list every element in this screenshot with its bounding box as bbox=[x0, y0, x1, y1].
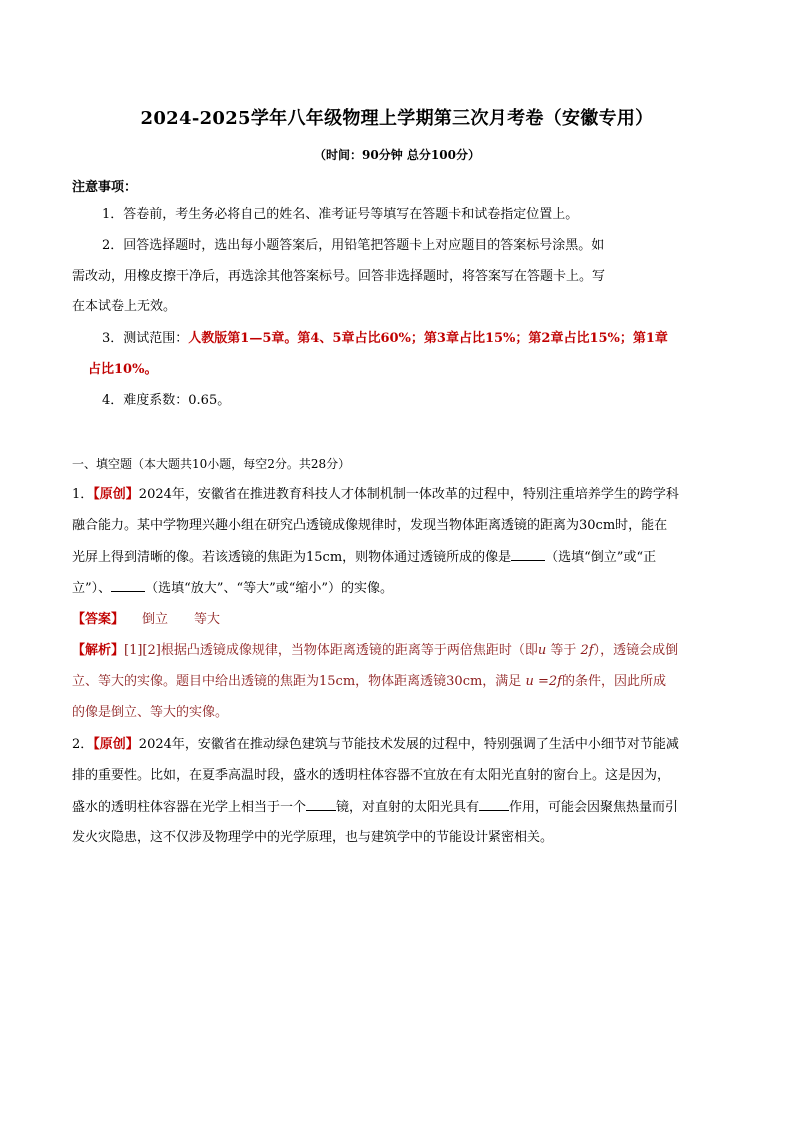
q1-text-3: 光屏上得到清晰的像。若该透镜的焦距为15cm，则物体通过透镜所成的像是 bbox=[72, 550, 512, 565]
notice-item-3-scope: 人教版第1—5章。第4、5章占比60%；第3章占比15%；第2章占比15%；第1章 bbox=[188, 331, 668, 346]
q1-line-3 bbox=[72, 548, 656, 567]
q1-blank-1 bbox=[511, 548, 545, 561]
q2-blank-2 bbox=[479, 798, 509, 811]
q2-text-3b: 镜，对直射的太阳光具有 bbox=[336, 800, 480, 815]
q2-line-1 bbox=[72, 736, 679, 754]
q1-answer-2: 等大 bbox=[194, 612, 221, 627]
q1-analysis-line-1 bbox=[72, 642, 678, 660]
q1-blank-2 bbox=[111, 579, 145, 592]
q1-analysis-label: 【解析】 bbox=[72, 643, 125, 658]
q2-number: 2． bbox=[72, 737, 94, 752]
q1-text-4b: （选填“放大”、“等大”或“缩小”）的实像。 bbox=[145, 581, 394, 596]
q2-text-3a: 盛水的透明柱体容器在光学上相当于一个 bbox=[72, 800, 307, 815]
notice-item-2-line-1: 2．回答选择题时，选出每小题答案后，用铅笔把答题卡上对应题目的答案标号涂黑。如 bbox=[102, 238, 605, 253]
notice-item-1: 1．答卷前，考生务必将自己的姓名、准考证号等填写在答题卡和试卷指定位置上。 bbox=[102, 207, 579, 222]
q1-line-4 bbox=[72, 579, 393, 598]
q1-answer-label: 【答案】 bbox=[72, 612, 125, 627]
q1-answer-line bbox=[72, 611, 220, 629]
q1-line-1 bbox=[72, 486, 679, 504]
section-1-heading: 一、填空题（本大题共10小题，每空2分。共28分） bbox=[72, 457, 351, 471]
q1-analysis-line-3: 的像是倒立、等大的实像。 bbox=[72, 705, 229, 720]
q1-analysis-text-4: 立、等大的实像。题目中给出透镜的焦距为15cm，物体距离透镜30cm，满足 bbox=[72, 674, 522, 689]
notice-item-3-line-2 bbox=[88, 361, 157, 379]
notice-item-4: 4．难度系数：0.65。 bbox=[102, 393, 231, 408]
notice-heading: 注意事项： bbox=[72, 180, 138, 195]
q1-answer-1: 倒立 bbox=[142, 612, 169, 627]
q1-analysis-text-5: 的条件，因此所成 bbox=[561, 674, 666, 689]
q1-analysis-text-2: 等于 bbox=[550, 643, 577, 658]
notice-item-3-line-1 bbox=[102, 330, 668, 348]
q2-tag: 【原创】 bbox=[93, 737, 139, 752]
q1-math-2f: 2f bbox=[580, 643, 594, 658]
q1-analysis-line-2 bbox=[72, 673, 666, 691]
q2-text-1: 2024年，安徽省在推动绿色建筑与节能技术发展的过程中，特别强调了生活中小细节对节能减 bbox=[138, 737, 679, 752]
q1-line-2: 融合能力。某中学物理兴趣小组在研究凸透镜成像规律时，发现当物体距离透镜的距离为30cm时，能在 bbox=[72, 518, 668, 533]
q2-line-3 bbox=[72, 798, 678, 817]
q1-math-u-2: u bbox=[525, 674, 534, 689]
q1-text-3b: （选填“倒立”或“正 bbox=[545, 550, 657, 565]
q1-number: 1． bbox=[72, 487, 94, 502]
q1-analysis-text-3: ），透镜会成倒 bbox=[593, 643, 679, 658]
exam-time-score: （时间：90分钟 总分100分） bbox=[314, 148, 480, 162]
notice-item-2-line-2: 需改动，用橡皮擦干净后，再选涂其他答案标号。回答非选择题时，将答案写在答题卡上。写 bbox=[72, 269, 606, 284]
q2-blank-1 bbox=[306, 798, 336, 811]
q2-line-4: 发火灾隐患，这不仅涉及物理学中的光学原理，也与建筑学中的节能设计紧密相关。 bbox=[72, 830, 554, 845]
q1-text-1: 2024年，安徽省在推进教育科技人才体制机制一体改革的过程中，特别注重培养学生的跨学科 bbox=[138, 487, 679, 502]
notice-item-2-line-3: 在本试卷上无效。 bbox=[72, 299, 177, 314]
q1-text-4a: 立”）、 bbox=[72, 581, 112, 596]
notice-item-3-scope-cont: 占比10%。 bbox=[88, 362, 158, 377]
q2-line-2: 排的重要性。比如，在夏季高温时段，盛水的透明柱体容器不宜放在有太阳光直射的窗台上。这是因为， bbox=[72, 768, 671, 783]
q1-math-u: u bbox=[537, 643, 547, 658]
q1-analysis-text-1: [1][2]根据凸透镜成像规律，当物体距离透镜的距离等于两倍焦距时（即 bbox=[124, 643, 538, 658]
q2-text-3c: 作用，可能会因聚焦热量而引 bbox=[509, 800, 679, 815]
notice-item-3-prefix: 3．测试范围： bbox=[102, 331, 189, 346]
q1-math-eq: =2f bbox=[537, 674, 562, 689]
q1-tag: 【原创】 bbox=[93, 487, 139, 502]
page-title: 2024-2025学年八年级物理上学期第三次月考卷（安徽专用） bbox=[140, 108, 654, 129]
